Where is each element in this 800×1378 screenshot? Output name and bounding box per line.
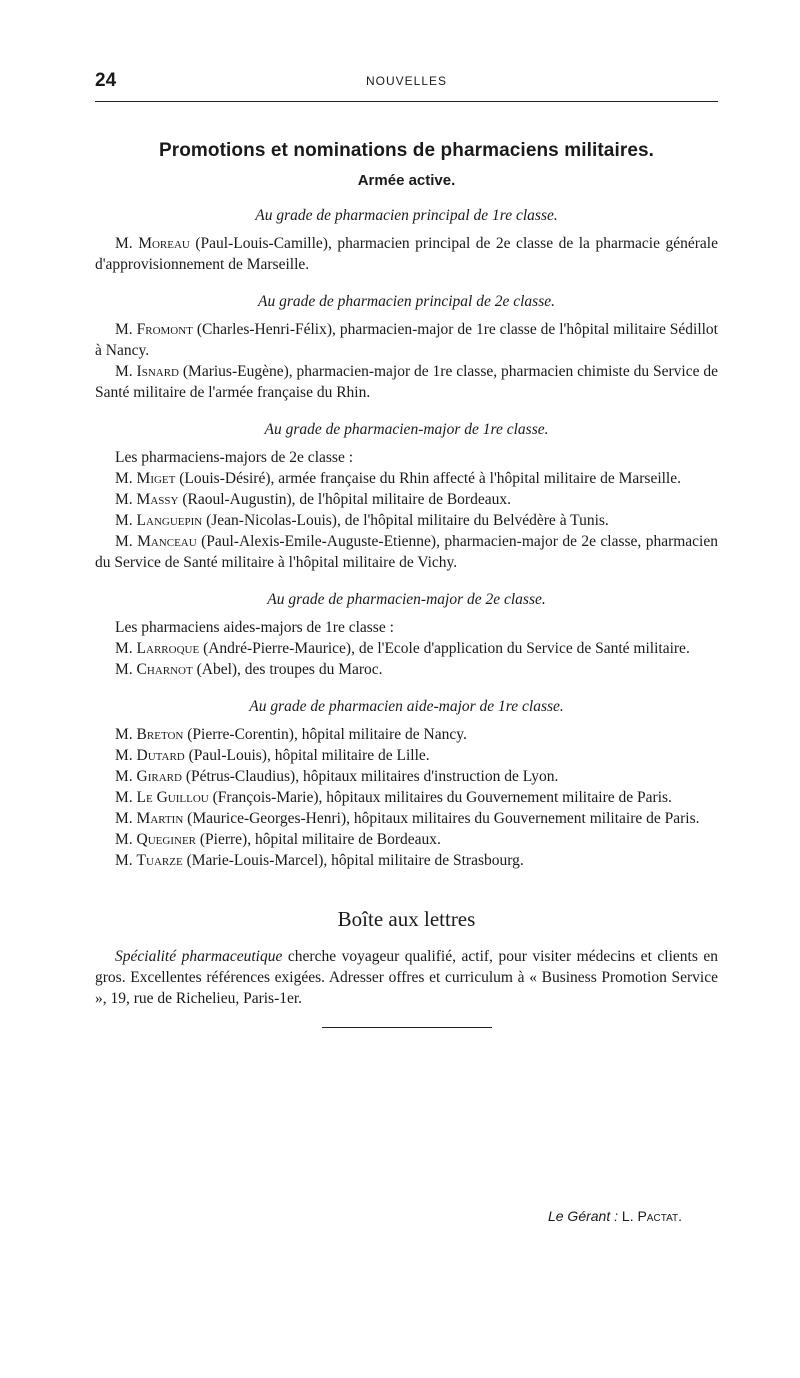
entry-prefix: M. bbox=[115, 768, 137, 785]
mailbox-body: cherche voyageur qualifié, actif, pour visiter médecins et clients en gros. Excellentes références exigées. Adresser offres et curriculum à « Business Promotion Service », 19, rue de Richelieu, Paris-1er. bbox=[95, 948, 718, 1007]
promotion-entry bbox=[95, 361, 718, 403]
entry-surname: Isnard bbox=[136, 363, 179, 380]
mailbox-lead: Spécialité pharmaceutique bbox=[115, 948, 283, 965]
page-number: 24 bbox=[95, 70, 117, 91]
entry-details: (Louis-Désiré), armée française du Rhin affecté à l'hôpital militaire de Marseille. bbox=[175, 470, 681, 487]
promotion-group bbox=[95, 421, 718, 573]
entry-details: (François-Marie), hôpitaux militaires du Gouvernement militaire de Paris. bbox=[208, 789, 672, 806]
section-subtitle: Armée active. bbox=[357, 172, 456, 189]
article-body bbox=[95, 140, 718, 1028]
entry-surname: Martin bbox=[136, 810, 184, 827]
section-title: Promotions et nominations de pharmaciens militaires. bbox=[158, 140, 655, 161]
entry-prefix: M. bbox=[115, 470, 137, 487]
end-rule bbox=[322, 1027, 492, 1028]
signature-name: L. Pactat. bbox=[621, 1208, 682, 1224]
entry-details: (Pétrus-Claudius), hôpitaux militaires d'instruction de Lyon. bbox=[181, 768, 559, 785]
entry-surname: Girard bbox=[136, 768, 182, 785]
entry-details: (Paul-Alexis-Emile-Auguste-Etienne), pharmacien-major de 2e classe, pharmacien du Service de Santé militaire à l'hôpital militaire de Vichy. bbox=[95, 533, 718, 571]
grade-heading: Au grade de pharmacien principal de 2e classe. bbox=[257, 293, 556, 310]
entry-prefix: M. bbox=[115, 789, 137, 806]
entry-surname: Tuarze bbox=[136, 852, 183, 869]
entry-details: (Pierre), hôpital militaire de Bordeaux. bbox=[196, 831, 441, 848]
entry-surname: Massy bbox=[136, 491, 179, 508]
entry-prefix: M. bbox=[115, 491, 137, 508]
promotion-entry bbox=[95, 745, 718, 766]
entry-details: (Paul-Louis), hôpital militaire de Lille. bbox=[184, 747, 430, 764]
entry-prefix: M. bbox=[115, 852, 137, 869]
signature-label: Le Gérant : bbox=[547, 1208, 619, 1224]
entry-surname: Larroque bbox=[136, 640, 200, 657]
mailbox-title: Boîte aux lettres bbox=[337, 907, 476, 931]
grade-heading: Au grade de pharmacien-major de 2e classe. bbox=[267, 591, 546, 608]
promotion-entry bbox=[95, 319, 718, 361]
entry-surname: Queginer bbox=[136, 831, 197, 848]
entry-details: (Maurice-Georges-Henri), hôpitaux militaires du Gouvernement militaire de Paris. bbox=[183, 810, 700, 827]
group-intro: Les pharmaciens aides-majors de 1re classe : bbox=[115, 619, 394, 636]
promotion-entry bbox=[95, 468, 718, 489]
promotion-entry bbox=[95, 638, 718, 659]
entry-details: (Charles-Henri-Félix), pharmacien-major de 1re classe de l'hôpital militaire Sédillot à Nancy. bbox=[95, 321, 718, 359]
entry-prefix: M. bbox=[115, 363, 137, 380]
promotion-group bbox=[95, 207, 718, 275]
entry-details: (Paul-Louis-Camille), pharmacien principal de 2e classe de la pharmacie générale d'approvisionnement de Marseille. bbox=[95, 235, 718, 273]
entry-prefix: M. bbox=[115, 747, 137, 764]
promotion-group bbox=[95, 591, 718, 680]
promotion-group bbox=[95, 698, 718, 871]
promotion-entry bbox=[95, 659, 718, 680]
promotion-entry bbox=[95, 724, 718, 745]
signature bbox=[548, 1208, 682, 1224]
entry-surname: Breton bbox=[136, 726, 184, 743]
entry-details: (Marius-Eugène), pharmacien-major de 1re classe, pharmacien chimiste du Service de Santé militaire de l'armée française du Rhin. bbox=[95, 363, 718, 401]
entry-surname: Dutard bbox=[136, 747, 185, 764]
promotion-group bbox=[95, 293, 718, 403]
grade-heading: Au grade de pharmacien-major de 1re classe. bbox=[264, 421, 549, 438]
header-rule bbox=[95, 101, 718, 102]
grade-heading: Au grade de pharmacien aide-major de 1re classe. bbox=[249, 698, 564, 715]
promotion-entry bbox=[95, 766, 718, 787]
promotion-entry bbox=[95, 787, 718, 808]
promotion-entry bbox=[95, 829, 718, 850]
running-title: NOUVELLES bbox=[365, 74, 448, 88]
running-head bbox=[95, 70, 718, 96]
promotion-entry bbox=[95, 489, 718, 510]
group-intro: Les pharmaciens-majors de 2e classe : bbox=[115, 449, 354, 466]
promotion-entry bbox=[95, 808, 718, 829]
grade-heading: Au grade de pharmacien principal de 1re classe. bbox=[255, 207, 558, 224]
entry-surname: Miget bbox=[136, 470, 176, 487]
promotion-entry bbox=[95, 850, 718, 871]
entry-details: (Marie-Louis-Marcel), hôpital militaire de Strasbourg. bbox=[182, 852, 524, 869]
entry-surname: Languepin bbox=[136, 512, 203, 529]
promotion-entry bbox=[95, 510, 718, 531]
entry-details: (Jean-Nicolas-Louis), de l'hôpital militaire du Belvédère à Tunis. bbox=[202, 512, 609, 529]
entry-surname: Fromont bbox=[136, 321, 193, 338]
entry-surname: Charnot bbox=[136, 661, 193, 678]
entry-surname: Manceau bbox=[137, 533, 197, 550]
entry-prefix: M. bbox=[115, 726, 137, 743]
entry-prefix: M. bbox=[115, 640, 137, 657]
entry-prefix: M. bbox=[115, 533, 138, 550]
entry-prefix: M. bbox=[115, 321, 137, 338]
entry-prefix: M. bbox=[115, 661, 137, 678]
entry-details: (André-Pierre-Maurice), de l'Ecole d'application du Service de Santé militaire. bbox=[199, 640, 690, 657]
entry-details: (Pierre-Corentin), hôpital militaire de Nancy. bbox=[183, 726, 467, 743]
entry-prefix: M. bbox=[115, 512, 137, 529]
promotion-groups bbox=[95, 207, 718, 871]
entry-prefix: M. bbox=[115, 235, 139, 252]
promotion-entry bbox=[95, 233, 718, 275]
entry-details: (Raoul-Augustin), de l'hôpital militaire de Bordeaux. bbox=[178, 491, 511, 508]
entry-surname: Moreau bbox=[138, 235, 190, 252]
promotion-entry bbox=[95, 531, 718, 573]
mailbox-ad bbox=[95, 946, 718, 1009]
entry-prefix: M. bbox=[115, 831, 137, 848]
entry-prefix: M. bbox=[115, 810, 137, 827]
entry-surname: Le Guillou bbox=[136, 789, 209, 806]
entry-details: (Abel), des troupes du Maroc. bbox=[192, 661, 383, 678]
